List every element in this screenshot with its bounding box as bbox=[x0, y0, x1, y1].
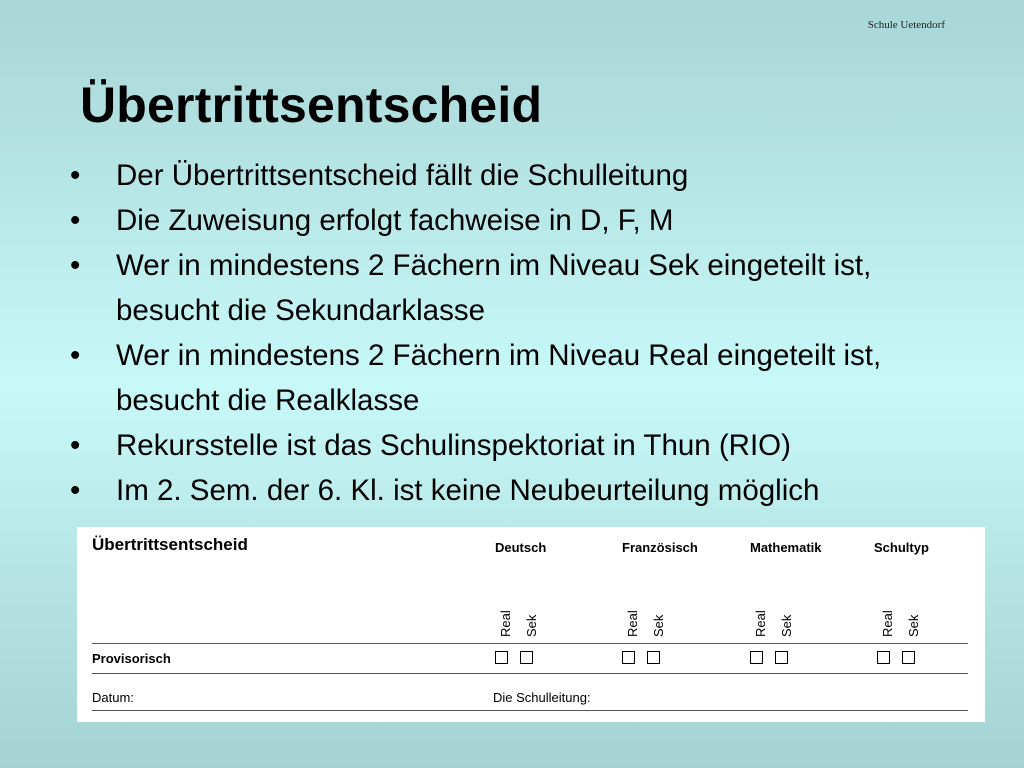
bullet-text: Wer in mindestens 2 Fächern im Niveau Real eingeteilt ist, besucht die Realklasse bbox=[116, 339, 882, 417]
bullet-icon: • bbox=[70, 159, 81, 192]
bullet-icon: • bbox=[70, 429, 81, 462]
school-name-header: Schule Uetendorf bbox=[867, 19, 945, 31]
bullet-icon: • bbox=[70, 339, 81, 372]
bullet-icon: • bbox=[70, 474, 81, 507]
checkbox-deutsch-real[interactable] bbox=[495, 651, 508, 664]
slide-title: Übertrittsentscheid bbox=[80, 77, 543, 133]
form-divider bbox=[92, 643, 968, 644]
sublabel-sek: Sek bbox=[651, 614, 666, 637]
bullet-icon: • bbox=[70, 204, 81, 237]
bullet-item bbox=[68, 243, 968, 333]
sublabel-real: Real bbox=[625, 610, 640, 637]
bullet-text: Die Zuweisung erfolgt fachweise in D, F, M bbox=[116, 204, 674, 237]
form-divider bbox=[92, 673, 968, 674]
bullet-item bbox=[68, 468, 968, 513]
bullet-text: Der Übertrittsentscheid fällt die Schulleitung bbox=[116, 159, 689, 192]
form-divider bbox=[92, 710, 968, 711]
checkbox-franzoesisch-sek[interactable] bbox=[647, 651, 660, 664]
bullet-item bbox=[68, 153, 968, 198]
row-label-provisorisch: Provisorisch bbox=[92, 651, 171, 666]
sublabel-real: Real bbox=[498, 610, 513, 637]
sublabel-sek: Sek bbox=[524, 614, 539, 637]
transfer-form-image bbox=[77, 527, 985, 722]
checkbox-mathematik-sek[interactable] bbox=[775, 651, 788, 664]
form-title: Übertrittsentscheid bbox=[92, 535, 248, 554]
bullet-text: Wer in mindestens 2 Fächern im Niveau Sek eingeteilt ist, besucht die Sekundarklasse bbox=[116, 249, 872, 327]
checkbox-schultyp-real[interactable] bbox=[877, 651, 890, 664]
bullet-item bbox=[68, 423, 968, 468]
checkbox-deutsch-sek[interactable] bbox=[520, 651, 533, 664]
bullet-icon: • bbox=[70, 249, 81, 282]
checkbox-franzoesisch-real[interactable] bbox=[622, 651, 635, 664]
column-header-schultyp: Schultyp bbox=[874, 540, 929, 555]
sublabel-sek: Sek bbox=[779, 614, 794, 637]
school-management-label: Die Schulleitung: bbox=[493, 690, 591, 705]
column-header-deutsch: Deutsch bbox=[495, 540, 547, 555]
checkbox-schultyp-sek[interactable] bbox=[902, 651, 915, 664]
date-label: Datum: bbox=[92, 690, 134, 705]
bullet-item bbox=[68, 198, 968, 243]
bullet-item bbox=[68, 333, 968, 423]
bullet-text: Im 2. Sem. der 6. Kl. ist keine Neubeurteilung möglich bbox=[116, 474, 820, 507]
sublabel-real: Real bbox=[880, 610, 895, 637]
column-header-mathematik: Mathematik bbox=[750, 540, 822, 555]
column-header-franzoesisch: Französisch bbox=[622, 540, 698, 555]
bullet-list bbox=[68, 153, 968, 513]
bullet-text: Rekursstelle ist das Schulinspektoriat in Thun (RIO) bbox=[116, 429, 791, 462]
checkbox-mathematik-real[interactable] bbox=[750, 651, 763, 664]
sublabel-sek: Sek bbox=[906, 614, 921, 637]
sublabel-real: Real bbox=[753, 610, 768, 637]
